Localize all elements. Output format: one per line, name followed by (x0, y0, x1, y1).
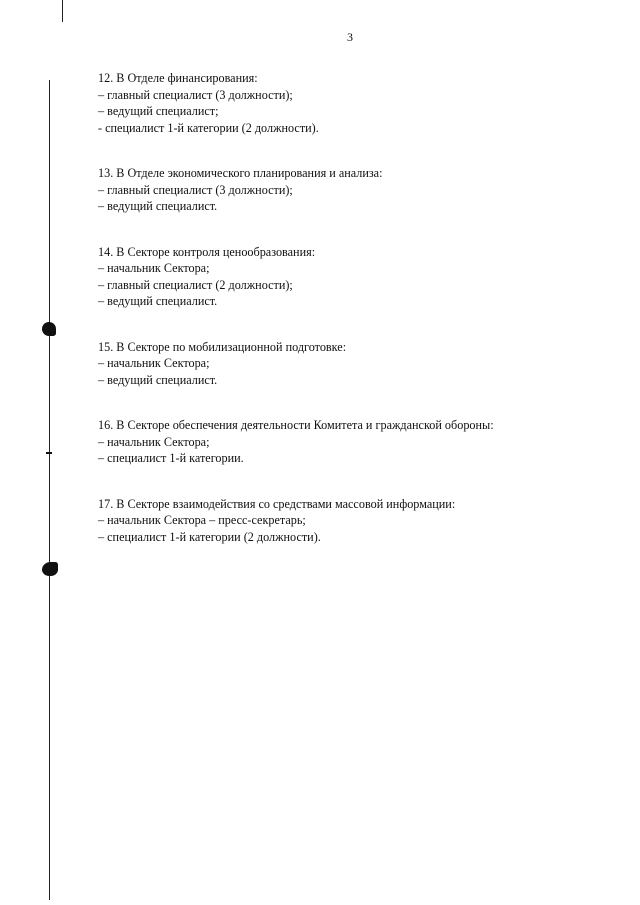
section-items (98, 512, 598, 545)
section-title: 17. В Секторе взаимодействия со средствами массовой информации: (98, 496, 456, 511)
scan-margin-line (49, 80, 50, 900)
list-item: – главный специалист (3 должности); (98, 182, 293, 197)
section-items (98, 434, 598, 467)
section-title: 16. В Секторе обеспечения деятельности Комитета и гражданской обороны: (98, 418, 494, 432)
section-items (98, 260, 598, 310)
section-items (98, 87, 598, 137)
section-items (98, 182, 598, 215)
list-item: - специалист 1-й категории (2 должности). (98, 120, 319, 135)
section-items (98, 355, 598, 388)
section-title: 13. В Отделе экономического планирования и анализа: (98, 166, 383, 180)
section-title: 15. В Секторе по мобилизационной подготовке: (98, 339, 347, 354)
binder-hole-mark-top (42, 322, 56, 336)
binder-tick-mark (46, 452, 52, 454)
list-item: – ведущий специалист; (98, 104, 219, 118)
list-item: – главный специалист (3 должности); (98, 87, 293, 102)
list-item: – начальник Сектора; (98, 434, 210, 449)
list-item: – ведущий специалист. (98, 199, 218, 213)
list-item: – ведущий специалист. (98, 294, 218, 308)
binder-hole-mark-bottom (42, 562, 58, 576)
section-title: 14. В Секторе контроля ценообразования: (98, 244, 316, 259)
section-16 (98, 417, 598, 467)
section-13 (98, 165, 598, 215)
list-item: – начальник Сектора – пресс-секретарь; (98, 513, 306, 527)
section-12 (98, 70, 598, 136)
list-item: – ведущий специалист. (98, 372, 218, 387)
document-body (98, 70, 598, 574)
list-item: – специалист 1-й категории. (98, 451, 244, 465)
list-item: – специалист 1-й категории (2 должности). (98, 529, 321, 544)
list-item: – начальник Сектора; (98, 261, 210, 275)
section-15 (98, 339, 598, 389)
section-14 (98, 244, 598, 310)
section-title: 12. В Отделе финансирования: (98, 71, 258, 85)
list-item: – главный специалист (2 должности); (98, 277, 293, 292)
scan-margin-line-top (62, 0, 63, 22)
section-17 (98, 496, 598, 546)
page-number: 3 (347, 30, 353, 44)
list-item: – начальник Сектора; (98, 356, 210, 370)
